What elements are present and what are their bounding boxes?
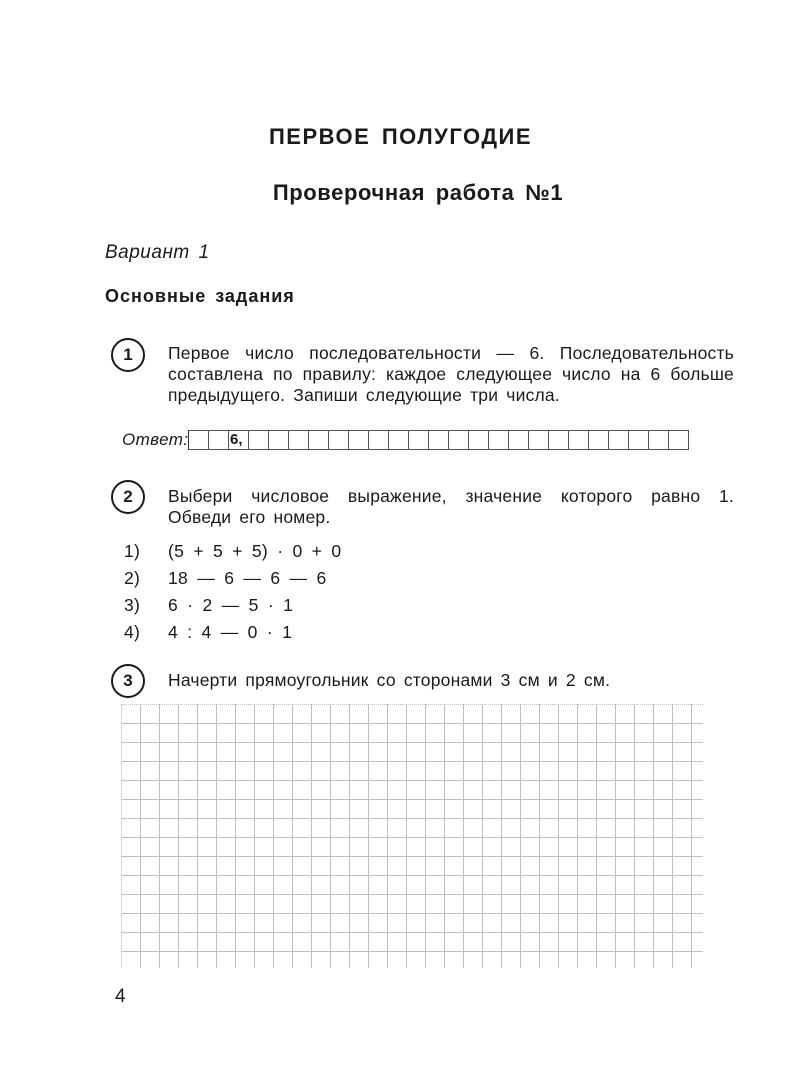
answer-label: Ответ: xyxy=(122,430,189,449)
answer-cell[interactable] xyxy=(489,430,509,450)
answer-cell[interactable] xyxy=(209,430,229,450)
page-title: ПЕРВОЕ ПОЛУГОДИЕ xyxy=(268,124,533,149)
answer-cell[interactable] xyxy=(329,430,349,450)
task-2-text: Выбери числовое выражение, значение которого равно 1. Обведи его номер. xyxy=(168,486,734,527)
answer-cell[interactable] xyxy=(649,430,669,450)
variant-label: Вариант 1 xyxy=(105,242,210,263)
answer-cell-prefilled[interactable]: 6, xyxy=(229,430,249,450)
task-3-text: Начерти прямоугольник со сторонами 3 см и 2 см. xyxy=(168,670,611,690)
answer-cell[interactable] xyxy=(429,430,449,450)
answer-cell[interactable] xyxy=(669,430,689,450)
answer-cell[interactable] xyxy=(249,430,269,450)
answer-cell[interactable] xyxy=(589,430,609,450)
answer-cell[interactable] xyxy=(469,430,489,450)
option-3[interactable] xyxy=(124,595,293,616)
answer-cell[interactable] xyxy=(289,430,309,450)
answer-cell[interactable] xyxy=(189,430,209,450)
option-1[interactable] xyxy=(124,541,341,562)
option-expression: 18 — 6 — 6 — 6 xyxy=(168,568,327,588)
option-4[interactable] xyxy=(124,622,292,643)
answer-cell[interactable] xyxy=(549,430,569,450)
answer-cell[interactable] xyxy=(409,430,429,450)
answer-cell[interactable] xyxy=(449,430,469,450)
answer-cell[interactable] xyxy=(349,430,369,450)
task-3-number: 3 xyxy=(111,664,145,698)
answer-cell[interactable] xyxy=(309,430,329,450)
answer-cell[interactable] xyxy=(629,430,649,450)
task-1-text: Первое число последовательности — 6. Последовательность составлена по правилу: каждое следующее число на 6 больше предыдущего. Запиши следующие три числа. xyxy=(168,343,734,405)
option-label: 4) xyxy=(124,622,141,642)
answer-cell[interactable] xyxy=(269,430,289,450)
page-subtitle: Проверочная работа №1 xyxy=(272,180,564,205)
page-number: 4 xyxy=(115,986,126,1007)
option-label: 1) xyxy=(124,541,141,561)
section-heading: Основные задания xyxy=(105,286,295,306)
option-label: 3) xyxy=(124,595,141,615)
answer-box-row[interactable] xyxy=(188,430,689,450)
answer-cell[interactable] xyxy=(609,430,629,450)
answer-cell[interactable] xyxy=(529,430,549,450)
task-2-number: 2 xyxy=(111,480,145,514)
task-1-number: 1 xyxy=(111,338,145,372)
answer-cell[interactable] xyxy=(389,430,409,450)
option-label: 2) xyxy=(124,568,141,588)
answer-cell[interactable] xyxy=(509,430,529,450)
option-expression: 6 · 2 — 5 · 1 xyxy=(168,595,294,615)
answer-cell[interactable] xyxy=(369,430,389,450)
answer-cell[interactable] xyxy=(569,430,589,450)
drawing-grid[interactable] xyxy=(121,704,703,968)
option-expression: 4 : 4 — 0 · 1 xyxy=(168,622,293,642)
option-expression: (5 + 5 + 5) · 0 + 0 xyxy=(168,541,342,561)
option-2[interactable] xyxy=(124,568,327,589)
